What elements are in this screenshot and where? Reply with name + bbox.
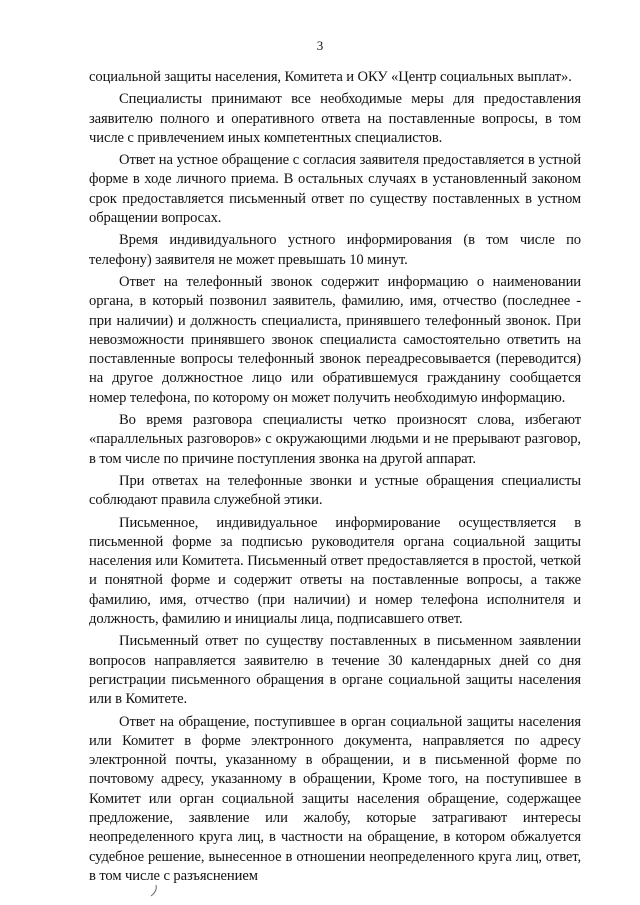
paragraph-6: Во время разговора специалисты четко произносят слова, избегают «параллельных разговоров» с окружающими людьми и не прерывают разговор, в том числе по причине поступления звонка на другой аппарат. (89, 412, 581, 467)
paragraph-3: Ответ на устное обращение с согласия заявителя предоставляется в устной форме в ходе личного приема. В остальных случаях в установленный законом срок предоставляется письменный ответ по существу поставленных в устном обращении вопросах. (89, 152, 581, 227)
paragraph-2: Специалисты принимают все необходимые меры для предоставления заявителю полного и оперативного ответа на поставленные вопросы, в том числе с привлечением иных компетентных специалистов. (89, 91, 581, 146)
stray-ink-mark (149, 884, 159, 898)
paragraph-8: Письменное, индивидуальное информирование осуществляется в письменной форме за подписью руководителя органа социальной защиты населения или Комитета. Письменный ответ предоставляется в простой, четкой и понятной форме и содержит ответы на поставленные вопросы, а также фамилию, имя, отчество (при наличии) и номер телефона исполнителя и должность, фамилию и инициалы лица, подписавшего ответ. (89, 514, 581, 628)
paragraph-9: Письменный ответ по существу поставленных в письменном заявлении вопросов направляется заявителю в течение 30 календарных дней со дня регистрации письменного обращения в органе социальной защиты населения или в Комитете. (89, 633, 581, 708)
paragraph-1: социальной защиты населения, Комитета и ОКУ «Центр социальных выплат». (89, 69, 572, 85)
document-body (89, 68, 581, 889)
paragraph-5: Ответ на телефонный звонок содержит информацию о наименовании органа, в который позвонил заявитель, фамилию, имя, отчество (последнее - при наличии) и должность специалиста, принявшего телефонный звонок. При невозможности принявшего звонок специалиста самостоятельно ответить на поставленные вопросы телефонный звонок переадресовывается (переводится) на другое должностное лицо или обратившемуся гражданину сообщается номер телефона, по которому он может получить необходимую информацию. (89, 273, 581, 406)
paragraph-10: Ответ на обращение, поступившее в орган социальной защиты населения или Комитет в форме электронного документа, направляется по адресу электронной почты, указанному в обращении, и в письменной форме по почтовому адресу, указанному в обращении, Кроме того, на поступившее в Комитет или орган социальной защиты населения обращение, содержащее предложение, заявление или жалобу, которые затрагивают интересы неопределенного круга лиц, в частности на обращение, в котором обжалуется судебное решение, вынесенное в отношении неопределенного круга лиц, ответ, в том числе с разъяснением (89, 713, 581, 884)
page-number: 3 (316, 38, 324, 53)
paragraph-4: Время индивидуального устного информирования (в том числе по телефону) заявителя не может превышать 10 минут. (89, 232, 581, 268)
paragraph-7: При ответах на телефонные звонки и устные обращения специалисты соблюдают правила служебной этики. (89, 472, 581, 509)
